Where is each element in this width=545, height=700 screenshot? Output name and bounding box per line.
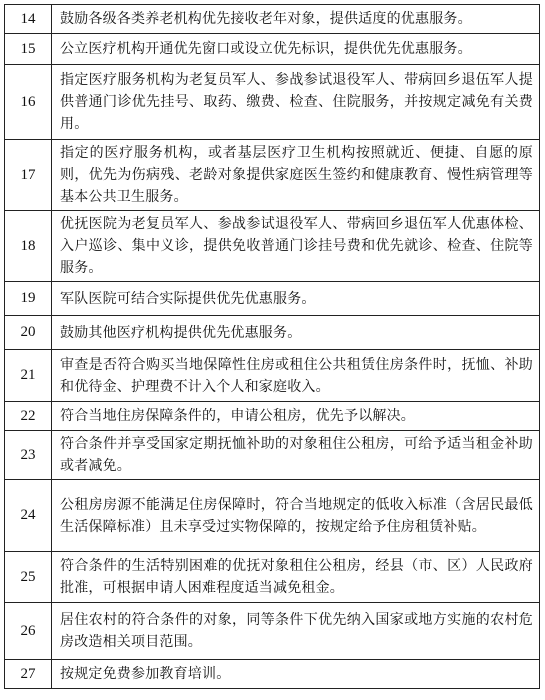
row-number: 20 <box>5 316 52 350</box>
row-number: 25 <box>5 552 52 603</box>
row-number: 21 <box>5 350 52 402</box>
row-number: 17 <box>5 140 52 211</box>
row-number: 22 <box>5 402 52 431</box>
row-text: 指定医疗服务机构为老复员军人、参战参试退役军人、带病回乡退伍军人提供普通门诊优先挂号、取药、缴费、检查、住院服务，并按规定减免有关费用。 <box>52 65 540 140</box>
table-row <box>5 603 540 660</box>
table-row <box>5 140 540 211</box>
row-number: 19 <box>5 282 52 316</box>
row-text: 公立医疗机构开通优先窗口或设立优先标识，提供优先优惠服务。 <box>52 34 540 65</box>
row-text: 符合当地住房保障条件的，申请公租房，优先予以解决。 <box>52 402 540 431</box>
row-text: 符合条件并享受国家定期抚恤补助的对象租住公租房，可给予适当租金补助或者减免。 <box>52 431 540 480</box>
row-number: 27 <box>5 660 52 689</box>
row-text: 居住农村的符合条件的对象，同等条件下优先纳入国家或地方实施的农村危房改造相关项目范围。 <box>52 603 540 660</box>
row-text: 指定的医疗服务机构，或者基层医疗卫生机构按照就近、便捷、自愿的原则，优先为伤病残、老龄对象提供家庭医生签约和健康教育、慢性病管理等基本公共卫生服务。 <box>52 140 540 211</box>
table-row <box>5 431 540 480</box>
table-row <box>5 480 540 552</box>
table-row <box>5 552 540 603</box>
table-row <box>5 402 540 431</box>
row-text: 鼓励各级各类养老机构优先接收老年对象，提供适度的优惠服务。 <box>52 5 540 34</box>
row-number: 15 <box>5 34 52 65</box>
table-row <box>5 660 540 689</box>
row-text: 优抚医院为老复员军人、参战参试退役军人、带病回乡退伍军人优惠体检、入户巡诊、集中义诊，提供免收普通门诊挂号费和优先就诊、检查、住院等服务。 <box>52 211 540 282</box>
row-number: 14 <box>5 5 52 34</box>
table-row <box>5 5 540 34</box>
row-text: 按规定免费参加教育培训。 <box>52 660 540 689</box>
table-row <box>5 65 540 140</box>
row-text: 公租房房源不能满足住房保障时，符合当地规定的低收入标准（含居民最低生活保障标准）且未享受过实物保障的，按规定给予住房租赁补贴。 <box>52 480 540 552</box>
row-text: 军队医院可结合实际提供优先优惠服务。 <box>52 282 540 316</box>
table-row <box>5 350 540 402</box>
row-text: 鼓励其他医疗机构提供优先优惠服务。 <box>52 316 540 350</box>
row-number: 23 <box>5 431 52 480</box>
policy-table <box>4 4 540 689</box>
row-number: 24 <box>5 480 52 552</box>
table-row <box>5 316 540 350</box>
table-row <box>5 34 540 65</box>
row-number: 26 <box>5 603 52 660</box>
row-text: 符合条件的生活特别困难的优抚对象租住公租房，经县（市、区）人民政府批准，可根据申请人困难程度适当减免租金。 <box>52 552 540 603</box>
row-number: 16 <box>5 65 52 140</box>
row-text: 审查是否符合购买当地保障性住房或租住公共租赁住房条件时，抚恤、补助和优待金、护理费不计入个人和家庭收入。 <box>52 350 540 402</box>
table-row <box>5 282 540 316</box>
row-number: 18 <box>5 211 52 282</box>
table-row <box>5 211 540 282</box>
